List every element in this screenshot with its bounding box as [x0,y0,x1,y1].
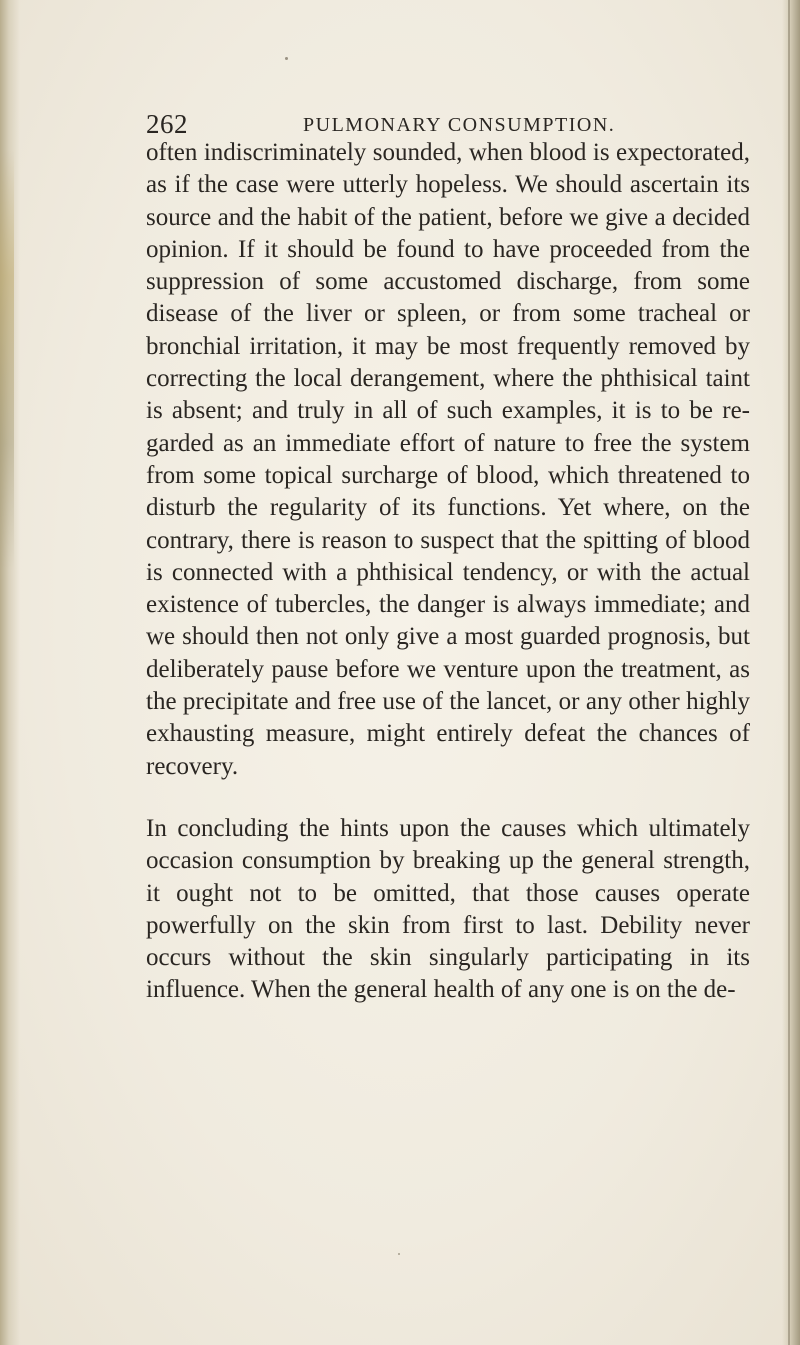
running-title: PULMONARY CONSUMPTION. [303,114,616,136]
binding-shadow-line [788,0,790,1345]
page-number: 262 [146,109,188,139]
page-right-edge [782,0,800,1345]
page-edge-stain [0,150,14,570]
paper-speck [398,1253,400,1255]
paragraph: often indiscriminately sounded, when blood is expectorated, as if the case were utterly hopeless. We should ascertain its source and the habit of the patient, before we give a decided opinion. If it should be found to have proceeded from the suppression of some accustomed discharge, from some disease of the liver or spleen, or from some tracheal or bronchial irritation, it may be most frequently removed by correcting the local derangement, where the phthisical taint is absent; and truly in all of such examples, it is to be regarded as an immediate effort of nature to free the system from some topical surcharge of blood, which threatened to disturb the regularity of its functions. Yet where, on the contrary, there is reason to suspect that the spitting of blood is connected with a phthisical tendency, or with the actual existence of tubercles, the danger is always immediate; and we should then not only give a most guarded prognosis, but deliberately pause before we venture upon the treatment, as the precipitate and free use of the lancet, or any other highly exhausting measure, might entirely defeat the chances of recovery. [146,139,750,780]
body-text [146,137,750,1007]
paragraph: In concluding the hints upon the causes which ultimately occasion consumption by breaking up the general strength, it ought not to be omitted, that those causes operate powerfully on the skin from first to last. Debility never occurs without the skin singularly participating in its influence. When the general health of any one is on the de- [146,814,750,1004]
paper-speck [285,57,288,60]
